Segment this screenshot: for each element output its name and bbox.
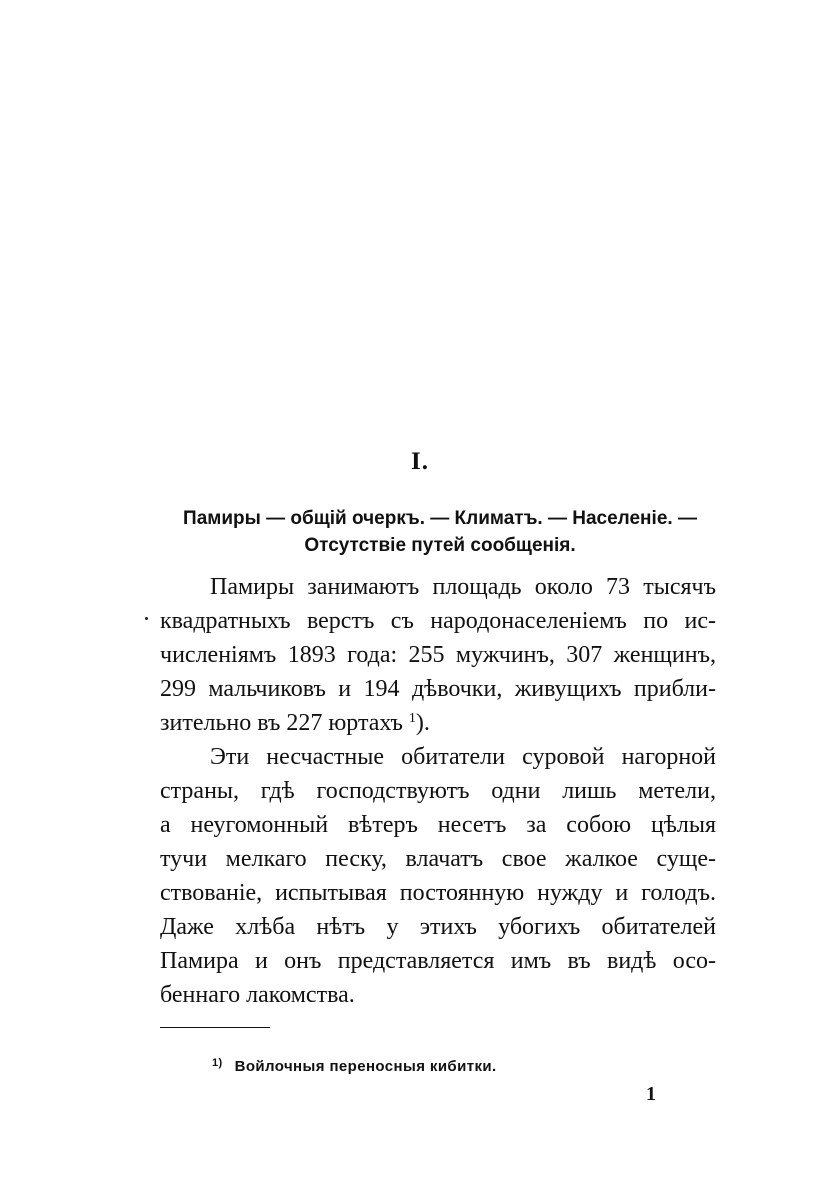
footnote-text: Войлочныя переносныя кибитки. (234, 1058, 497, 1075)
footnote-reference: 1 (408, 711, 416, 726)
page-number: 1 (646, 1083, 656, 1105)
text-line: ствованіе, испытывая постоянную нужду и голодъ. (160, 880, 716, 906)
text-line: квадратныхъ верстъ съ народонаселеніемъ по ис- (160, 608, 716, 634)
text-line: зительно въ 227 юртахъ (160, 710, 403, 736)
footnote-marker (212, 1057, 223, 1069)
text-line: численіямъ 1893 года: 255 мужчинъ, 307 женщинъ, (160, 642, 716, 668)
text-line-with-footnote (160, 706, 716, 740)
text-line: Памиры занимаютъ площадь около 73 тысячъ (210, 574, 716, 600)
text-line: страны, гдѣ господствуютъ одни лишь метели, (160, 778, 716, 804)
chapter-number: I. (411, 448, 429, 475)
text-line: Памира и онъ представляется имъ въ видѣ осо- (160, 948, 716, 974)
footnote-marker-number: 1 (212, 1057, 219, 1069)
text-line: а неугомонный вѣтеръ несетъ за собою цѣлыя (160, 812, 716, 838)
text-line: 299 мальчиковъ и 194 дѣвочки, живущихъ прибли- (160, 676, 716, 702)
text-line: беннаго лакомства. (160, 982, 355, 1008)
footnote-marker-close: ) (218, 1057, 223, 1069)
text-line: Даже хлѣба нѣтъ у этихъ убогихъ обитателей (160, 914, 716, 940)
footnote (212, 1058, 497, 1075)
footnote-divider (160, 1027, 270, 1028)
chapter-summary-line: Памиры — общій очеркъ. — Климатъ. — Населеніе. — (183, 508, 697, 529)
text-line: Эти несчастные обитатели суровой нагорной (210, 744, 716, 770)
chapter-summary (100, 505, 780, 559)
margin-mark (145, 617, 148, 620)
footnote-reference-close: ). (415, 710, 430, 736)
text-line: тучи мелкаго песку, влачатъ свое жалкое суще- (160, 846, 716, 872)
chapter-summary-line: Отсутствіе путей сообщенія. (304, 535, 576, 556)
body-text (160, 570, 716, 1012)
